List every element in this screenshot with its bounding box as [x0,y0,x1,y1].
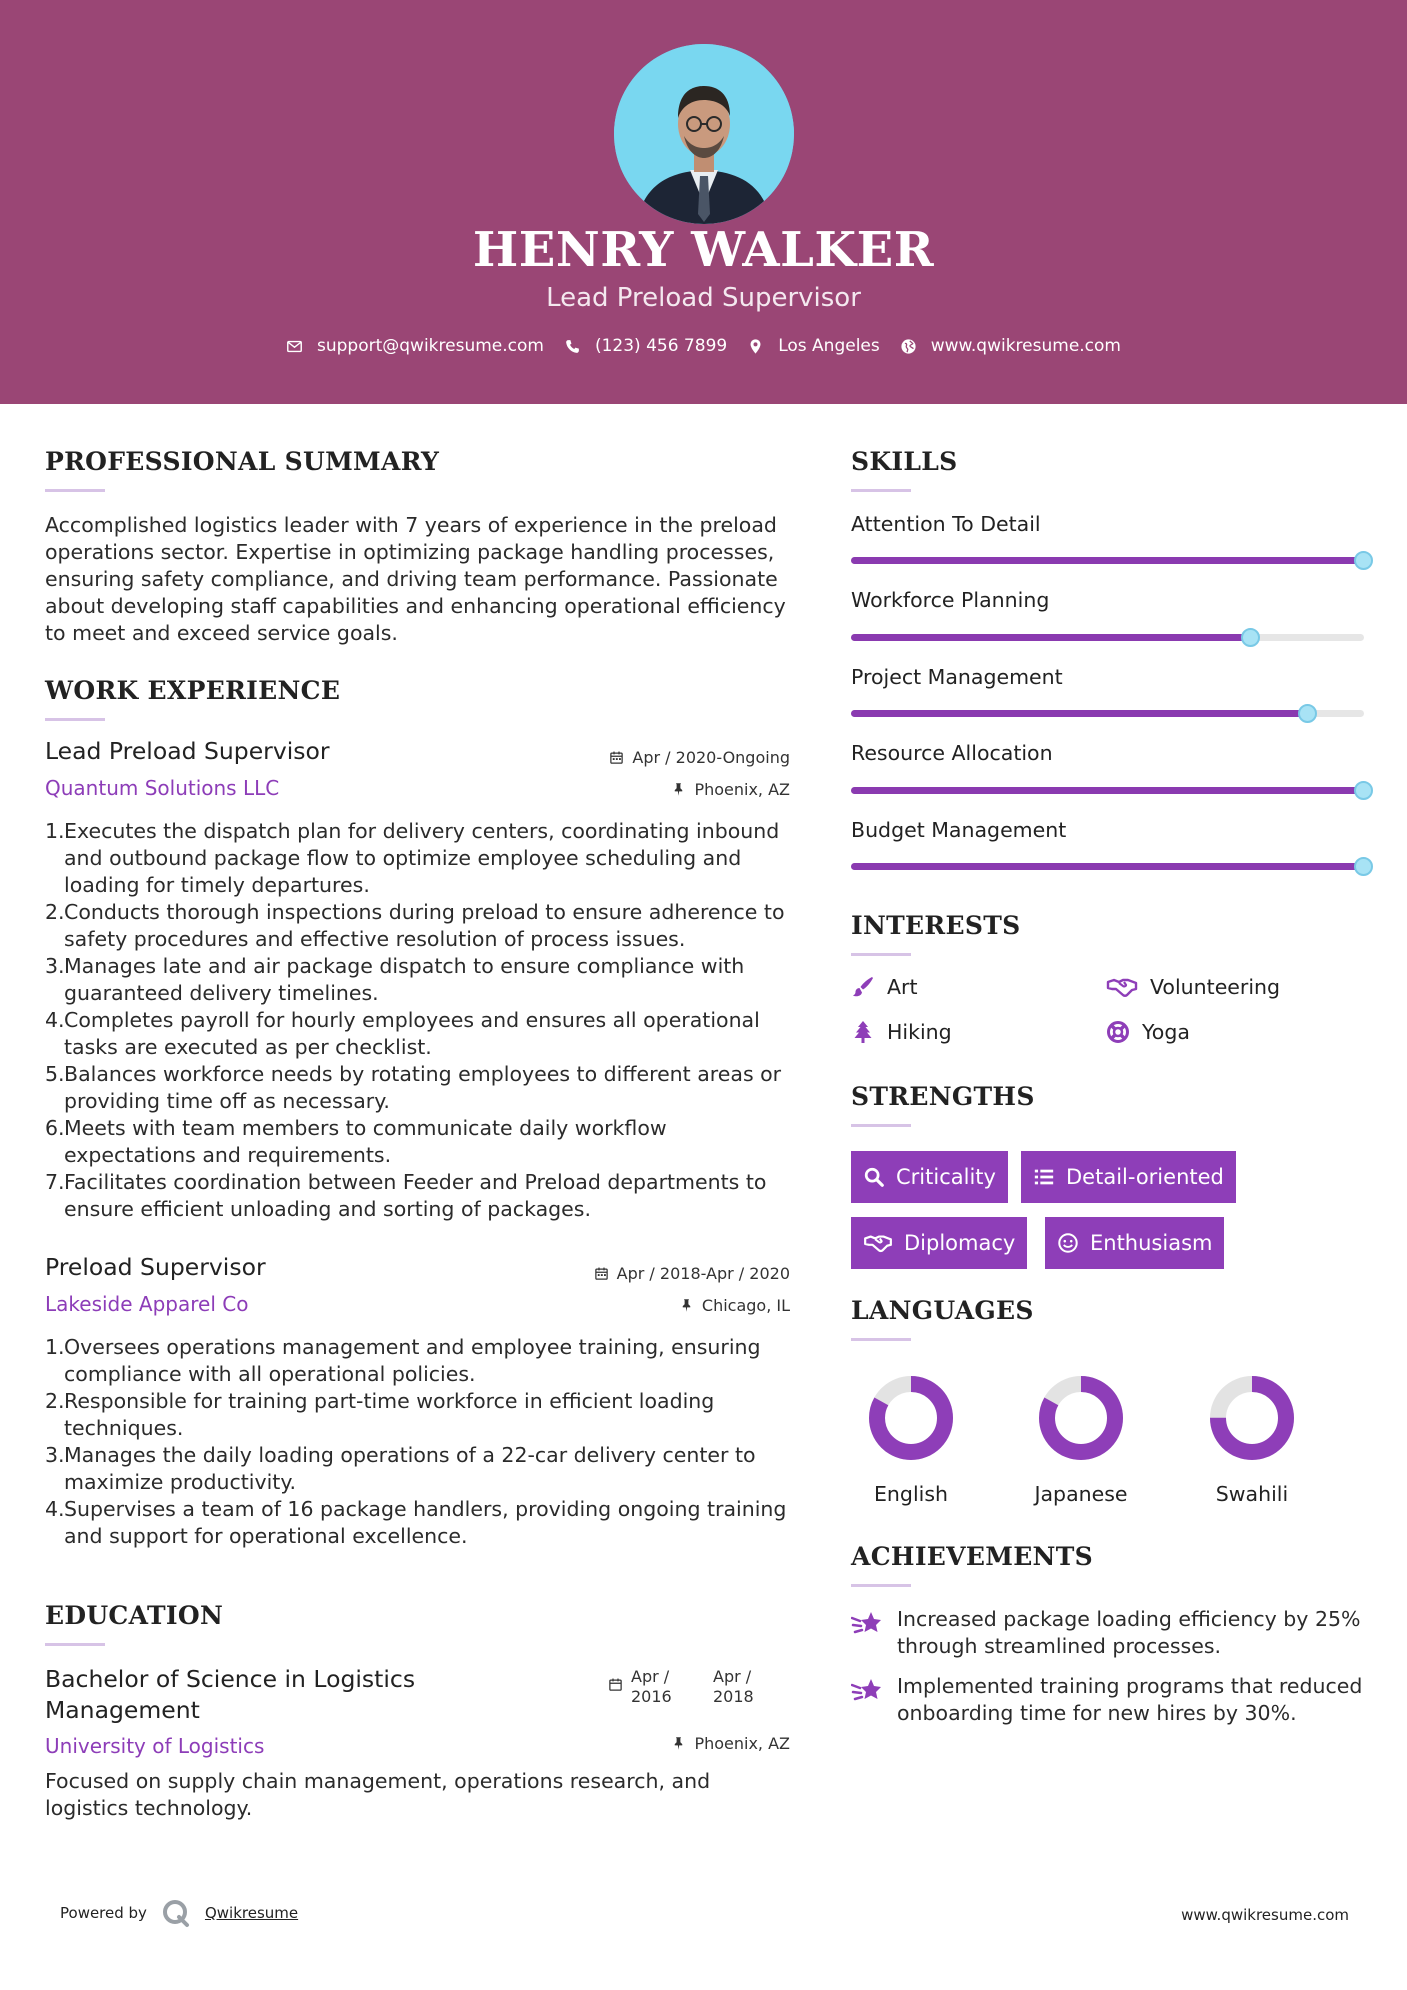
contact-location [747,336,880,356]
skill-label: Project Management [851,665,1063,689]
language-item [1192,1375,1312,1506]
interest-label: Volunteering [1150,975,1281,999]
tree-icon [851,1020,875,1044]
achievement-text: Increased package loading efficiency by 25% through streamlined processes. [897,1607,1361,1658]
profile-photo [614,44,794,224]
company-name: Quantum Solutions LLC [45,776,280,800]
section-divider [45,718,105,721]
strength-tag [851,1151,1008,1203]
section-divider [851,1124,911,1127]
skill-bar-fill [851,863,1364,870]
qwikresume-logo-icon [161,1898,191,1928]
skill-bar-knob [1298,704,1317,723]
list-item: 4. Supervises a team of 16 package handlers, providing ongoing training and support for operational excellence. [45,1497,787,1548]
contact-email[interactable] [286,336,544,356]
strength-label: Enthusiasm [1090,1231,1213,1255]
language-donut [868,1375,954,1461]
skill-bar-fill [851,710,1308,717]
handshake-icon [1106,975,1138,999]
list-item: 6. Meets with team members to communicate daily workflow expectations and requirements. [45,1116,667,1167]
strength-label: Criticality [896,1165,996,1189]
envelope-icon [286,338,303,355]
achievement-item [851,1606,1371,1660]
list-item: 2. Conducts thorough inspections during preload to ensure adherence to safety procedures and effective resolution of process issues. [45,900,785,951]
contact-phone[interactable] [564,336,727,356]
summary-heading: PROFESSIONAL SUMMARY [45,447,440,476]
interests-heading: INTERESTS [851,911,1021,940]
skill-bar [851,863,1364,870]
list-item: 3. Manages the daily loading operations of a 22-car delivery center to maximize productivity. [45,1443,756,1494]
language-item [851,1375,971,1506]
strength-tag [1021,1151,1236,1203]
education-dates [608,1667,769,1707]
language-label: Japanese [1034,1482,1128,1506]
language-donut [1038,1375,1124,1461]
pushpin-icon [671,782,686,797]
calendar-icon [608,1677,623,1692]
interest-item [851,1020,952,1044]
job-title: Lead Preload Supervisor [45,737,330,765]
skill-bar-knob [1354,781,1373,800]
pushpin-icon [671,1736,686,1751]
job-location-text: Phoenix, AZ [694,780,790,799]
list-item: 2. Responsible for training part-time workforce in efficient loading techniques. [45,1389,715,1440]
section-divider [45,1643,105,1646]
skill-bar [851,787,1364,794]
education-heading: EDUCATION [45,1601,224,1630]
interest-label: Yoga [1142,1020,1190,1044]
website-text: www.qwikresume.com [930,336,1121,356]
powered-by-text: Powered by [60,1904,147,1922]
company-name: Lakeside Apparel Co [45,1292,249,1316]
list-item: 3. Manages late and air package dispatch to ensure compliance with guaranteed delivery timelines. [45,954,745,1005]
interest-label: Hiking [887,1020,952,1044]
strengths-heading: STRENGTHS [851,1082,1035,1111]
achievements-heading: ACHIEVEMENTS [851,1542,1093,1571]
education-end-date: Apr / 2018 [713,1667,754,1706]
skills-heading: SKILLS [851,447,958,476]
skill-label: Budget Management [851,818,1067,842]
interest-item [1106,975,1280,999]
candidate-name: HENRY WALKER [472,222,935,278]
section-divider [45,489,105,492]
language-donut [1209,1375,1295,1461]
section-divider [851,489,911,492]
strength-tag [851,1217,1027,1269]
summary-text: Accomplished logistics leader with 7 years of experience in the preload operations sector. Expertise in optimizing package handling processes, ensuring safety compliance, and driving team performance. Passionate about developing staff capabilities and enhancing operational efficiency to meet and exceed service goals. [45,513,786,645]
shooting-star-icon [851,1677,883,1705]
section-divider [851,1584,911,1587]
job-location-text: Chicago, IL [701,1296,790,1315]
list-icon [1033,1166,1055,1188]
skill-bar-knob [1354,551,1373,570]
language-label: English [873,1482,949,1506]
job-duties-list [45,818,800,1223]
skill-bar [851,634,1364,641]
achievement-item [851,1673,1371,1727]
language-label: Swahili [1215,1482,1289,1506]
interest-item [851,975,918,999]
job-dates [609,748,790,767]
skill-bar-knob [1354,857,1373,876]
education-description: Focused on supply chain management, operations research, and logistics technology. [45,1769,711,1820]
shooting-star-icon [851,1610,883,1638]
search-icon [863,1166,885,1188]
job-dates-text: Apr / 2018-Apr / 2020 [616,1264,790,1283]
footer-website[interactable]: www.qwikresume.com [1181,1906,1349,1924]
skill-label: Workforce Planning [851,588,1050,612]
list-item: 1. Oversees operations management and employee training, ensuring compliance with all operational policies. [45,1335,761,1386]
experience-heading: WORK EXPERIENCE [45,676,341,705]
list-item: 4. Completes payroll for hourly employees and ensures all operational tasks are executed as per checklist. [45,1008,760,1059]
strength-label: Diplomacy [904,1231,1016,1255]
skill-bar-fill [851,787,1364,794]
calendar-icon [594,1266,609,1281]
degree-title: Bachelor of Science in Logistics Management [45,1665,416,1724]
interest-item [1106,1020,1190,1044]
education-location [671,1734,790,1753]
school-name: University of Logistics [45,1734,265,1758]
resume-header [0,0,1407,404]
calendar-icon [609,750,624,765]
list-item: 7. Facilitates coordination between Feeder and Preload departments to ensure efficient unloading and sorting of packages. [45,1170,767,1221]
section-divider [851,1338,911,1341]
footer-branding [60,1898,298,1928]
map-pin-icon [747,338,764,355]
skill-bar-fill [851,557,1364,564]
skill-bar-fill [851,634,1251,641]
strength-tag [1045,1217,1224,1269]
job-dates [594,1264,790,1283]
achievement-text: Implemented training programs that reduced onboarding time for new hires by 30%. [897,1674,1363,1725]
job-duties-list [45,1334,800,1550]
education-start-date: Apr / 2016 [631,1667,672,1706]
list-item: 1. Executes the dispatch plan for delivery centers, coordinating inbound and outbound package flow to optimize employee scheduling and loading for timely departures. [45,819,780,897]
location-text: Los Angeles [778,336,880,356]
phone-text: (123) 456 7899 [594,336,728,356]
globe-icon [900,338,917,355]
contact-website[interactable] [900,336,1121,356]
lifering-icon [1106,1020,1130,1044]
phone-icon [564,338,581,355]
skill-bar-knob [1241,628,1260,647]
job-location [671,780,790,799]
interest-label: Art [887,975,918,999]
contact-bar [0,336,1407,356]
education-location-text: Phoenix, AZ [694,1734,790,1753]
skill-bar [851,710,1364,717]
section-divider [851,953,911,956]
paintbrush-icon [851,975,875,999]
strength-label: Detail-oriented [1066,1165,1224,1189]
job-dates-text: Apr / 2020-Ongoing [632,748,790,767]
skill-label: Attention To Detail [851,512,1041,536]
job-location [679,1296,790,1315]
skill-label: Resource Allocation [851,741,1053,765]
brand-link[interactable]: Qwikresume [204,1904,299,1922]
skill-bar [851,557,1364,564]
list-item: 5. Balances workforce needs by rotating employees to different areas or providing time off as necessary. [45,1062,782,1113]
language-item [1021,1375,1141,1506]
handshake-icon [863,1232,893,1254]
email-text: support@qwikresume.com [317,336,544,356]
smile-icon [1057,1232,1079,1254]
candidate-role: Lead Preload Supervisor [546,283,861,313]
languages-heading: LANGUAGES [851,1296,1034,1325]
pushpin-icon [679,1298,694,1313]
job-title: Preload Supervisor [45,1253,266,1281]
